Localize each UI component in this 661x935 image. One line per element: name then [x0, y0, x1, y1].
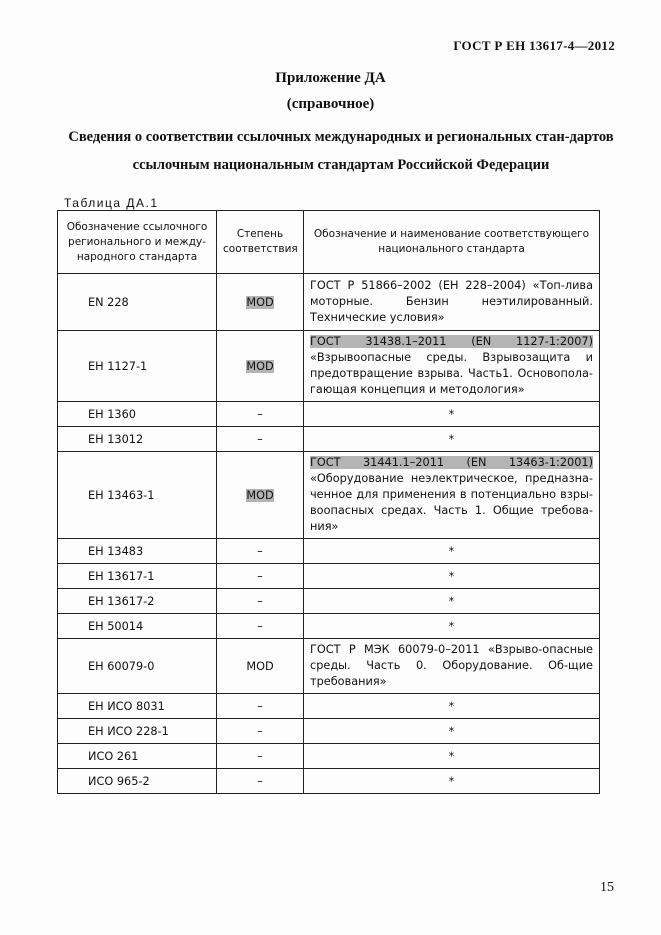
reference-standard-cell: ЕН 13012	[58, 427, 217, 452]
header-degree: Степень соответствия	[217, 211, 304, 274]
table-row	[58, 564, 600, 589]
table-row	[58, 694, 600, 719]
degree-cell	[217, 331, 304, 402]
header-reference-standard: Обозначение ссылочного регионального и между-народного стандарта	[58, 211, 217, 274]
national-standard-cell: *	[304, 539, 600, 564]
national-standard-text: ГОСТ Р 51866–2002 (ЕН 228–2004) «Топ-лива моторные. Бензин неэтилированный. Технические условия»	[310, 279, 593, 324]
national-standard-cell	[304, 452, 600, 539]
degree-cell	[217, 274, 304, 331]
table-row	[58, 744, 600, 769]
national-standard-cell	[304, 331, 600, 402]
degree-cell	[217, 452, 304, 539]
degree-cell: –	[217, 402, 304, 427]
degree-cell: –	[217, 719, 304, 744]
reference-standard-cell: ЕН 13617-1	[58, 564, 217, 589]
national-standard-text-block	[310, 455, 593, 535]
degree-cell: –	[217, 694, 304, 719]
degree-cell: –	[217, 564, 304, 589]
degree-value: MOD	[246, 359, 274, 373]
degree-cell: MOD	[217, 639, 304, 694]
national-standard-text: ГОСТ Р МЭК 60079-0–2011 «Взрыво-опасные среды. Часть 0. Оборудование. Об-щие требования»	[310, 643, 593, 688]
national-standard-text: «Взрывоопасные среды. Взрывозащита и предотвращение взрыва. Часть1. Основопола-гающая концепция и методология»	[310, 351, 593, 396]
table-row	[58, 589, 600, 614]
national-standard-cell: *	[304, 769, 600, 794]
degree-cell: –	[217, 614, 304, 639]
national-standard-cell: *	[304, 744, 600, 769]
document-standard-header: ГОСТ Р ЕН 13617-4—2012	[453, 38, 615, 53]
degree-cell: –	[217, 769, 304, 794]
appendix-title: Приложение ДА	[275, 70, 386, 86]
degree-cell: –	[217, 589, 304, 614]
reference-standard-cell: ЕН ИСО 228-1	[58, 719, 217, 744]
reference-standard-cell: ЕН 13463-1	[58, 452, 217, 539]
national-standard-cell: *	[304, 614, 600, 639]
reference-standard-cell: ЕН ИСО 8031	[58, 694, 217, 719]
page-number: 15	[600, 880, 614, 895]
table-row	[58, 274, 600, 331]
national-standard-cell: *	[304, 402, 600, 427]
national-standard-text: «Оборудование неэлектрическое, предназна-ченное для применения в потенциально взры-воопасных средах. Часть 1. Общие требова-ния»	[310, 472, 593, 533]
national-standard-designation: ГОСТ 31441.1–2011 (EN 13463-1:2001)	[310, 456, 593, 469]
degree-cell: –	[217, 427, 304, 452]
correspondence-table	[57, 210, 600, 794]
national-standard-cell: *	[304, 564, 600, 589]
national-standard-text-block	[310, 334, 593, 398]
national-standard-cell: *	[304, 694, 600, 719]
degree-value: MOD	[246, 488, 274, 502]
table-row	[58, 539, 600, 564]
reference-standard-cell: ЕН 50014	[58, 614, 217, 639]
national-standard-cell: *	[304, 427, 600, 452]
table-caption: Таблица ДА.1	[64, 196, 159, 210]
degree-cell: –	[217, 539, 304, 564]
reference-standard-cell: EN 228	[58, 274, 217, 331]
table-row	[58, 402, 600, 427]
national-standard-cell: *	[304, 589, 600, 614]
national-standard-cell: *	[304, 719, 600, 744]
reference-standard-cell: ЕН 1127-1	[58, 331, 217, 402]
reference-standard-cell: ЕН 60079-0	[58, 639, 217, 694]
degree-value: MOD	[246, 295, 274, 309]
table-row	[58, 639, 600, 694]
appendix-heading: Сведения о соответствии ссылочных международных и региональных стан-дартов ссылочным национальным стандартам Российской Федерации	[68, 129, 614, 173]
table-row	[58, 614, 600, 639]
reference-standard-cell: ИСО 261	[58, 744, 217, 769]
reference-standard-cell: ЕН 13617-2	[58, 589, 217, 614]
national-standard-cell	[304, 274, 600, 331]
header-national-standard: Обозначение и наименование соответствующего национального стандарта	[304, 211, 600, 274]
table-row	[58, 769, 600, 794]
national-standard-designation: ГОСТ 31438.1–2011 (EN 1127-1:2007)	[310, 335, 593, 348]
table-header-row	[58, 211, 600, 274]
reference-standard-cell: ЕН 13483	[58, 539, 217, 564]
reference-standard-cell: ЕН 1360	[58, 402, 217, 427]
degree-cell: –	[217, 744, 304, 769]
table-row	[58, 331, 600, 402]
reference-standard-cell: ИСО 965-2	[58, 769, 217, 794]
table-row	[58, 427, 600, 452]
national-standard-cell	[304, 639, 600, 694]
appendix-subtitle: (справочное)	[286, 96, 375, 112]
table-row	[58, 719, 600, 744]
table-row	[58, 452, 600, 539]
